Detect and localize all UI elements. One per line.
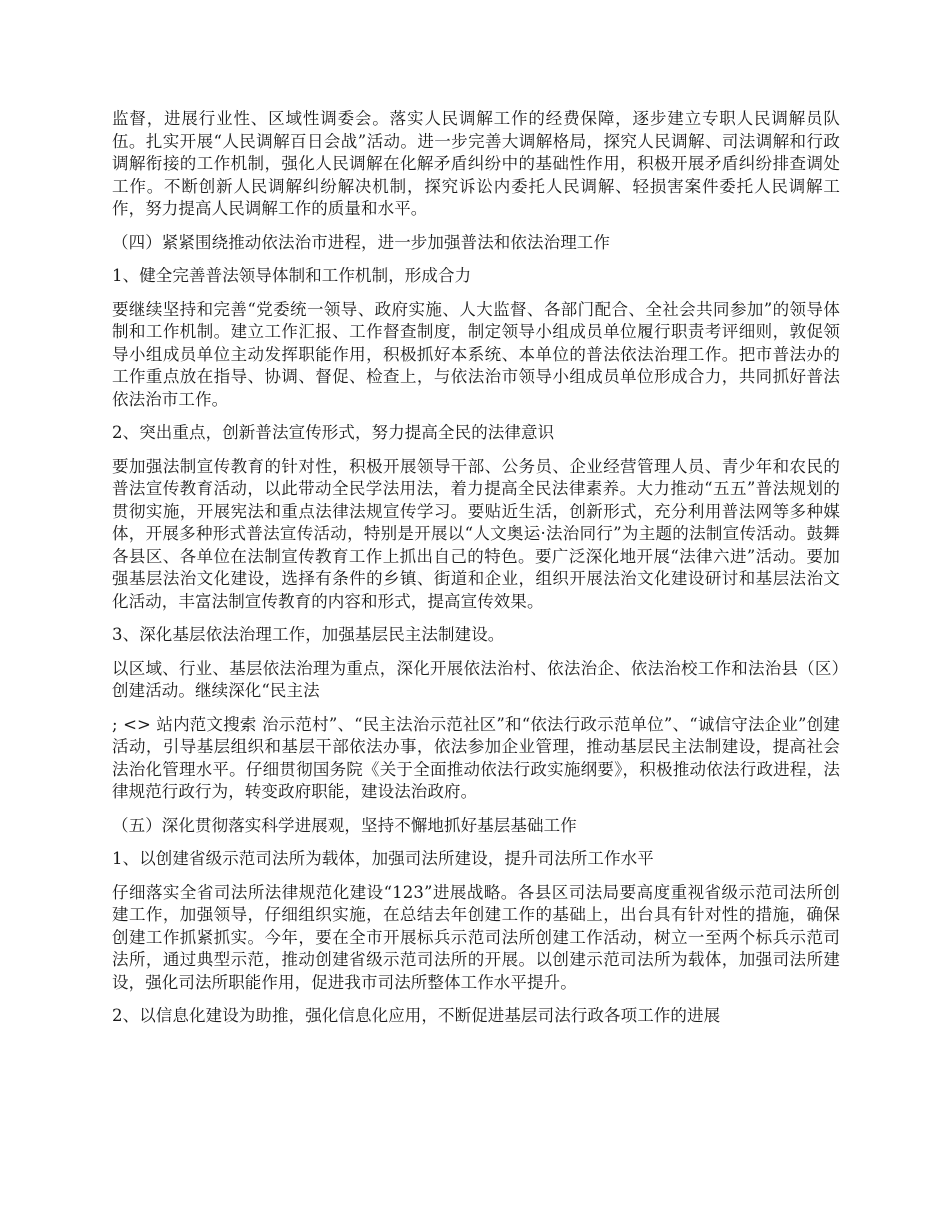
paragraph-5-1: 仔细落实全省司法所法律规范化建设“123”进展战略。各县区司法局要高度重视省级示范司法所创建工作，加强领导，仔细组织实施，在总结去年创建工作的基础上，出台具有针对性的措施，确保创建工作抓紧抓实。今年，要在全市开展标兵示范司法所创建工作活动，树立一至两个标兵示范司法所，通过典型示范，推动创建省级示范司法所的开展。以创建示范司法所为载体，加强司法所建设，强化司法所职能作用，促进我市司法所整体工作水平提升。	[112, 882, 840, 992]
paragraph-mediation: 监督，进展行业性、区域性调委会。落实人民调解工作的经费保障，逐步建立专职人民调解员队伍。扎实开展“人民调解百日会战”活动。进一步完善大调解格局，探究人民调解、司法调解和行政调解衔接的工作机制，强化人民调解在化解矛盾纠纷中的基础性作用，积极开展矛盾纠纷排查调处工作。不断创新人民调解纠纷解决机制，探究诉讼内委托人民调解、轻损害案件委托人民调解工作，努力提高人民调解工作的质量和水平。	[112, 109, 840, 218]
subheading-4-2: 2、突出重点，创新普法宣传形式，努力提高全民的法律意识	[112, 423, 555, 442]
paragraph-4-2: 要加强法制宣传教育的针对性，积极开展领导干部、公务员、企业经营管理人员、青少年和农民的普法宣传教育活动，以此带动全民学法用法，着力提高全民法律素养。大力推动“五五”普法规划的贯彻实施，开展宪法和重点法律法规宣传学习。要贴近生活，创新形式，充分利用普法网等多种媒体，开展多种形式普法宣传活动，特别是开展以“人文奥运·法治同行”为主题的法制宣传活动。鼓舞各县区、各单位在法制宣传教育工作上抓出自己的特色。要广泛深化地开展“法律六进”活动。要加强基层法治文化建设，选择有条件的乡镇、街道和企业，组织开展法治文化建设研讨和基层法治文化活动，丰富法制宣传教育的内容和形式，提高宣传效果。	[112, 456, 840, 611]
paragraph-4-3a: 以区域、行业、基层依法治理为重点，深化开展依法治村、依法治企、依法治校工作和法治县（区）创建活动。继续深化“民主法	[112, 658, 840, 700]
document-body	[112, 108, 840, 1039]
subheading-5-2: 2、以信息化建设为助推，强化信息化应用，不断促进基层司法行政各项工作的进展	[112, 1006, 721, 1025]
paragraph-4-3b: ; <> 站内范文搜索 治示范村”、“民主法治示范社区”和“依法行政示范单位”、“诚信守法企业”创建活动，引导基层组织和基层干部依法办事，依法参加企业管理，推动基层民主法制建设，提高社会法治化管理水平。仔细贯彻国务院《关于全面推动依法行政实施纲要》，积极推动依法行政进程，法律规范行政行为，转变政府职能，建设法治政府。	[112, 714, 840, 801]
subheading-5-1: 1、以创建省级示范司法所为载体，加强司法所建设，提升司法所工作水平	[112, 849, 654, 868]
section-heading-5: （五）深化贯彻落实科学进展观，坚持不懈地抓好基层基础工作	[112, 815, 577, 835]
paragraph-4-1: 要继续坚持和完善“党委统一领导、政府实施、人大监督、各部门配合、全社会共同参加”的领导体制和工作机制。建立工作汇报、工作督查制度，制定领导小组成员单位履行职责考评细则，敦促领导小组成员单位主动发挥职能作用，积极抓好本系统、本单位的普法依法治理工作。把市普法办的工作重点放在指导、协调、督促、检查上，与依法治市领导小组成员单位形成合力，共同抓好普法依法治市工作。	[112, 299, 840, 409]
section-heading-4: （四）紧紧围绕推动依法治市进程，进一步加强普法和依法治理工作	[112, 232, 610, 252]
subheading-4-3: 3、深化基层依法治理工作，加强基层民主法制建设。	[112, 625, 505, 644]
subheading-4-1: 1、健全完善普法领导体制和工作机制，形成合力	[112, 266, 472, 285]
